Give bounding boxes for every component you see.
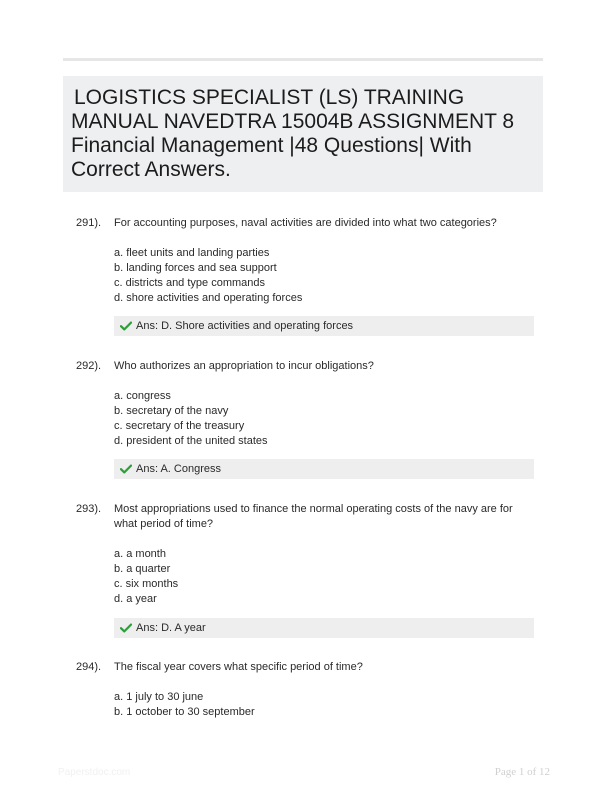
option-item: b. landing forces and sea support (114, 262, 277, 274)
answer-text: Ans: A. Congress (136, 462, 221, 475)
question-number: 292). (76, 360, 102, 372)
question-number: 291). (76, 217, 102, 229)
option-list (114, 389, 268, 449)
option-item: b. a quarter (114, 563, 171, 575)
option-item: a. 1 july to 30 june (114, 691, 204, 703)
check-icon (120, 321, 132, 331)
option-item: b. secretary of the navy (114, 405, 229, 417)
answer-box (114, 459, 534, 479)
question-text: Most appropriations used to finance the normal operating costs of the navy are for what period of time? (114, 503, 513, 530)
question-number: 293). (76, 503, 102, 515)
option-item: d. a year (114, 593, 157, 605)
option-item: a. fleet units and landing parties (114, 247, 270, 259)
option-item: c. districts and type commands (114, 277, 266, 289)
answer-box (114, 316, 534, 336)
answer-text: Ans: D. A year (136, 621, 206, 634)
footer-watermark: Paperstdoc.com (58, 767, 131, 778)
option-item: b. 1 october to 30 september (114, 706, 255, 718)
option-item: a. a month (114, 548, 166, 560)
option-list (114, 246, 302, 306)
question-number: 294). (76, 661, 102, 673)
top-divider (63, 58, 543, 61)
check-icon (120, 623, 132, 633)
check-icon (120, 464, 132, 474)
option-item: d. president of the united states (114, 435, 268, 447)
page-title: LOGISTICS SPECIALIST (LS) TRAINING MANUAL NAVEDTRA 15004B ASSIGNMENT 8 Financial Management |48 Questions| With Correct Answers. (71, 86, 515, 181)
option-item: c. secretary of the treasury (114, 420, 245, 432)
answer-box (114, 618, 534, 638)
option-list (114, 690, 255, 720)
page-number: Page 1 of 12 (494, 766, 550, 778)
question-text: Who authorizes an appropriation to incur obligations? (114, 360, 374, 372)
option-item: a. congress (114, 390, 171, 402)
option-item: c. six months (114, 578, 179, 590)
answer-text: Ans: D. Shore activities and operating forces (136, 319, 354, 332)
option-list (114, 547, 178, 607)
question-text: The fiscal year covers what specific period of time? (114, 661, 363, 673)
title-banner (63, 76, 543, 192)
question-text: For accounting purposes, naval activities are divided into what two categories? (114, 217, 497, 229)
option-item: d. shore activities and operating forces (114, 292, 303, 304)
